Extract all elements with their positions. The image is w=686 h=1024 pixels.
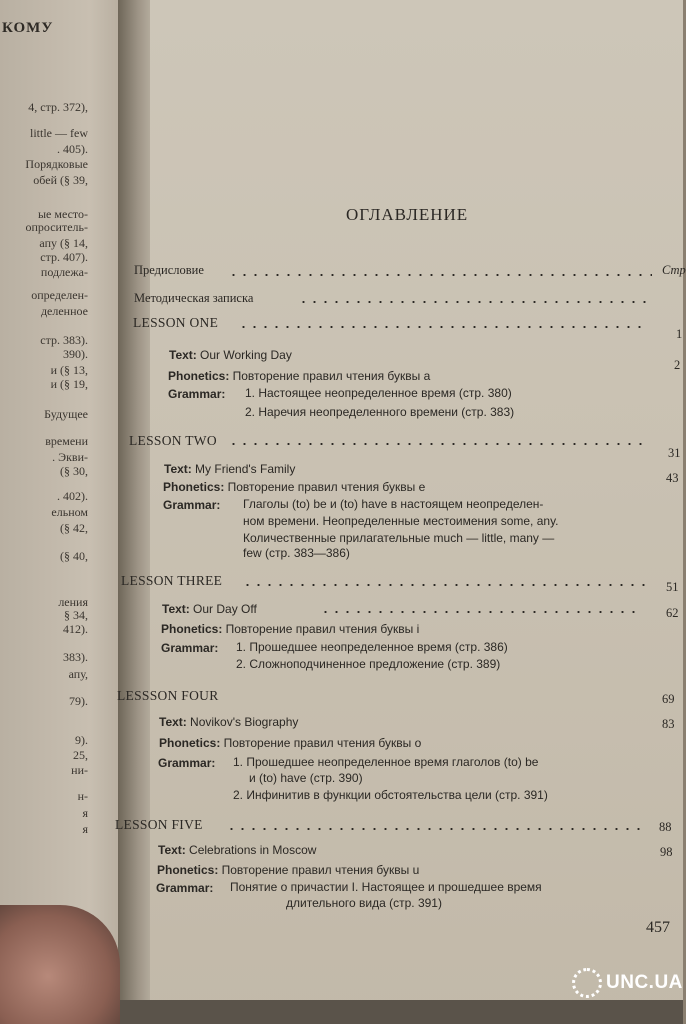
left-page-line: . Экви- [52, 450, 88, 464]
lesson-heading: LESSON TWO [129, 433, 217, 448]
phonetics-label: Phonetics: [159, 736, 221, 750]
grammar-label-row [168, 386, 225, 402]
grammar-label-row [156, 880, 213, 896]
grammar-line: few (стр. 383—386) [243, 546, 350, 560]
left-page-line: ые место- [37, 207, 88, 221]
left-page-line: апу, [68, 667, 88, 681]
left-page-line: 412). [63, 622, 88, 636]
leader-dots [238, 326, 648, 328]
text-label: Text: [158, 843, 186, 857]
phonetics-label: Phonetics: [157, 863, 219, 877]
phonetics-label: Phonetics: [163, 480, 225, 494]
grammar-label-row [163, 497, 220, 513]
text-label: Text: [159, 715, 187, 729]
leader-dots [228, 443, 648, 445]
left-page-line: 390). [63, 347, 88, 361]
lesson-heading: LESSON FIVE [115, 817, 203, 832]
grammar-line: 2. Инфинитив в функции обстоятельства цели (стр. 391) [233, 788, 548, 802]
grammar-line: 2. Наречия неопределенного времени (стр. 383) [245, 405, 515, 419]
left-page-line: стр. 383). [40, 333, 88, 347]
grammar-line: 1. Прошедшее неопределенное время глаголов (to) be [233, 755, 539, 769]
left-page-line: и (§ 19, [50, 377, 88, 391]
left-page-line: стр. 407). [40, 250, 88, 264]
left-page-line: (§ 42, [60, 521, 88, 535]
text-page: 2 [674, 358, 681, 372]
grammar-line: Глаголы (to) be и (to) have в настоящем неопределен- [243, 497, 544, 511]
toc-preface: Предисловие [134, 263, 204, 277]
grammar-label: Grammar: [156, 881, 214, 895]
grammar-label: Grammar: [168, 387, 226, 401]
phonetics-label: Phonetics: [168, 369, 230, 383]
lesson-heading: LESSON THREE [121, 573, 223, 588]
lesson-phonetics-line [161, 621, 419, 637]
lesson-page: 88 [659, 820, 672, 834]
grammar-line: Количественные прилагательные much — little, many — [243, 531, 555, 545]
lesson-text-line [169, 347, 292, 363]
left-page-line: подлежа- [40, 265, 88, 279]
lesson-phonetics-line [157, 862, 419, 878]
leader-dots [320, 611, 636, 613]
leader-dots [298, 301, 648, 303]
lesson-page: 51 [666, 580, 679, 594]
text-title: Celebrations in Moscow [189, 843, 317, 857]
left-page-header: КОМУ [2, 20, 54, 36]
grammar-label-row [158, 755, 215, 771]
book-bottom-edge [90, 1000, 683, 1024]
left-page-line: 9). [75, 733, 88, 747]
watermark-text: UNC.UA [606, 972, 683, 993]
phonetics-label: Phonetics: [161, 622, 223, 636]
left-page-line: little — few [30, 126, 88, 140]
lesson-heading: LESSSON FOUR [117, 688, 219, 703]
left-page-line: ления [58, 595, 88, 609]
text-title: Our Day Off [193, 602, 257, 616]
lesson-text-line [164, 461, 295, 477]
lesson-heading: LESSON ONE [133, 315, 219, 330]
text-title: Our Working Day [200, 348, 292, 362]
watermark [572, 968, 683, 998]
left-page-line: апу (§ 14, [39, 236, 88, 250]
left-page-line: 4, стр. 372), [28, 100, 88, 114]
grammar-label: Grammar: [163, 498, 221, 512]
leader-dots [226, 828, 640, 830]
left-page-line: я [82, 822, 88, 836]
lesson-phonetics-line [163, 479, 425, 495]
lesson-phonetics-line [159, 735, 421, 751]
leader-dots [228, 274, 652, 276]
toc-method-note: Методическая записка [134, 291, 254, 305]
left-page-line: . 405). [57, 142, 88, 156]
lesson-text-line [162, 601, 257, 617]
phonetics-text: Повторение правил чтения буквы e [227, 480, 426, 494]
lesson-text-line [159, 714, 298, 730]
page-number: 457 [646, 919, 670, 936]
text-page: 43 [666, 471, 679, 485]
left-page-line: . 402). [57, 489, 88, 503]
left-page-line: ельном [51, 505, 88, 519]
left-page-line: 383). [63, 650, 88, 664]
text-label: Text: [169, 348, 197, 362]
lesson-phonetics-line [168, 368, 430, 384]
grammar-line: ном времени. Неопределенные местоимения some, any. [243, 514, 559, 528]
grammar-line: и (to) have (стр. 390) [249, 771, 363, 785]
grammar-label: Grammar: [161, 641, 219, 655]
text-page: 62 [666, 606, 679, 620]
left-page-line: 79). [69, 694, 88, 708]
text-page: 83 [662, 717, 675, 731]
grammar-line: 1. Настоящее неопределенное время (стр. 380) [245, 386, 512, 400]
toc-title: ОГЛАВЛЕНИЕ [346, 205, 469, 224]
text-title: My Friend's Family [195, 462, 296, 476]
left-page-line: я [82, 806, 88, 820]
grammar-line: 1. Прошедшее неопределенное время (стр. 386) [236, 640, 508, 654]
text-label: Text: [164, 462, 192, 476]
lesson-page: 31 [668, 446, 681, 460]
lesson-text-line [158, 842, 316, 858]
leader-dots [242, 584, 646, 586]
left-page-line: и (§ 13, [50, 363, 88, 377]
text-title: Novikov's Biography [190, 715, 299, 729]
left-page-line: ни- [71, 763, 88, 777]
watermark-logo-icon [572, 968, 602, 998]
grammar-label-row [161, 640, 218, 656]
lesson-page: 69 [662, 692, 675, 706]
left-page-line: (§ 30, [60, 464, 88, 478]
left-page-line: времени [45, 434, 88, 448]
grammar-line: длительного вида (стр. 391) [286, 896, 442, 910]
phonetics-text: Повторение правил чтения буквы u [221, 863, 420, 877]
left-page-line: обей (§ 39, [33, 173, 88, 187]
phonetics-text: Повторение правил чтения буквы o [223, 736, 422, 750]
text-label: Text: [162, 602, 190, 616]
left-page-line: 25, [73, 748, 88, 762]
thumb [0, 905, 120, 1024]
toc-preface-page: Стр [662, 263, 686, 277]
left-page-line: деленное [40, 304, 88, 318]
left-page-line: определен- [31, 288, 88, 302]
left-page-line: Будущее [44, 407, 88, 421]
left-page-line: (§ 40, [60, 549, 88, 563]
left-page-line: Порядковые [25, 157, 88, 171]
left-page-line: н- [77, 789, 88, 803]
grammar-label: Grammar: [158, 756, 216, 770]
left-page-line: опроситель- [25, 220, 88, 234]
left-page-line: § 34, [64, 608, 88, 622]
phonetics-text: Повторение правил чтения буквы a [232, 369, 431, 383]
grammar-line: 2. Сложноподчиненное предложение (стр. 389) [236, 657, 501, 671]
text-page: 98 [660, 845, 673, 859]
phonetics-text: Повторение правил чтения буквы i [225, 622, 420, 636]
grammar-line: Понятие о причастии I. Настоящее и прошедшее время [230, 880, 542, 894]
lesson-page: 1 [676, 327, 683, 341]
